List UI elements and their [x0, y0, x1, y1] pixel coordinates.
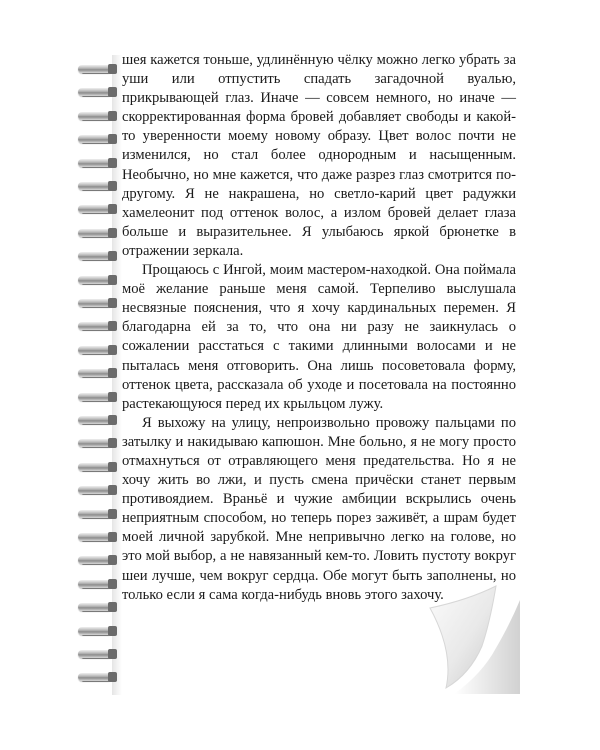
binding-ring — [78, 530, 122, 544]
binding-ring — [78, 109, 122, 123]
binding-ring — [78, 226, 122, 240]
binding-ring — [78, 600, 122, 614]
binding-ring — [78, 670, 122, 684]
binding-ring — [78, 553, 122, 567]
binding-ring — [78, 156, 122, 170]
binding-ring — [78, 319, 122, 333]
binding-ring — [78, 249, 122, 263]
binding-ring — [78, 273, 122, 287]
spiral-binding-icon — [78, 62, 124, 692]
binding-ring — [78, 624, 122, 638]
binding-ring — [78, 507, 122, 521]
binding-ring — [78, 202, 122, 216]
binding-ring — [78, 460, 122, 474]
paragraph-1: шея кажется тоньше, удлинённую чёлку можно легко убрать за уши или отпустить спадать загадочной вуалью, прикрывающей глаз. Иначе — совсем немного, но иначе — скорректированная форма бровей добавляет свободы и какой-то уверенности моему новому образу. Цвет волос почти не изменился, но стал более однородным и насыщенным. Необычно, но мне кажется, что даже разрез глаз смотрится по-другому. Я не накрашена, но светло-карий цвет радужки хамелеонит под оттенок волос, а излом бровей делает глаза больше и выразительнее. Я улыбаюсь яркой брюнетке в отражении зеркала. — [122, 52, 516, 259]
paragraph-3: Я выхожу на улицу, непроизвольно провожу пальцами по затылку и накидываю капюшон. Мне больно, я не могу просто отмахнуться от отравляющего меня предательства. Но я не хочу жить во лжи, и пусть смена причёски станет первым противоядием. Враньё и чужие амбиции вскрылись очень неприятным способом, но теперь порез заживёт, а шрам будет моей личной зарубкой. Мне непривычно легко на голове, но это мой выбор, а не навязанный кем-то. Ловить пустоту вокруг шеи лучше, чем вокруг сердца. Обе могут быть заполнены, но только если я сама когда-нибудь вновь этого захочу. — [122, 414, 516, 603]
binding-ring — [78, 483, 122, 497]
binding-ring — [78, 390, 122, 404]
binding-ring — [78, 577, 122, 591]
binding-ring — [78, 366, 122, 380]
binding-ring — [78, 62, 122, 76]
binding-ring — [78, 132, 122, 146]
binding-ring — [78, 647, 122, 661]
binding-ring — [78, 343, 122, 357]
binding-ring — [78, 436, 122, 450]
page-curl-icon — [424, 582, 520, 694]
binding-ring — [78, 179, 122, 193]
binding-ring — [78, 296, 122, 310]
binding-ring — [78, 413, 122, 427]
page-text — [122, 51, 516, 605]
paragraph-2: Прощаюсь с Ингой, моим мастером-находкой. Она поймала моё желание раньше меня самой. Терпеливо выслушала несвязные пояснения, что я хочу кардинальных перемен. Я благодарна ей за то, что она ни разу не заикнулась о сожалении расстаться с такими длинными волосами и не пыталась меня отговорить. Она лишь посоветовала форму, оттенок цвета, рассказала об уходе и посетовала на постоянно растекающуюся перед их крыльцом лужу. — [122, 262, 516, 412]
binding-ring — [78, 85, 122, 99]
